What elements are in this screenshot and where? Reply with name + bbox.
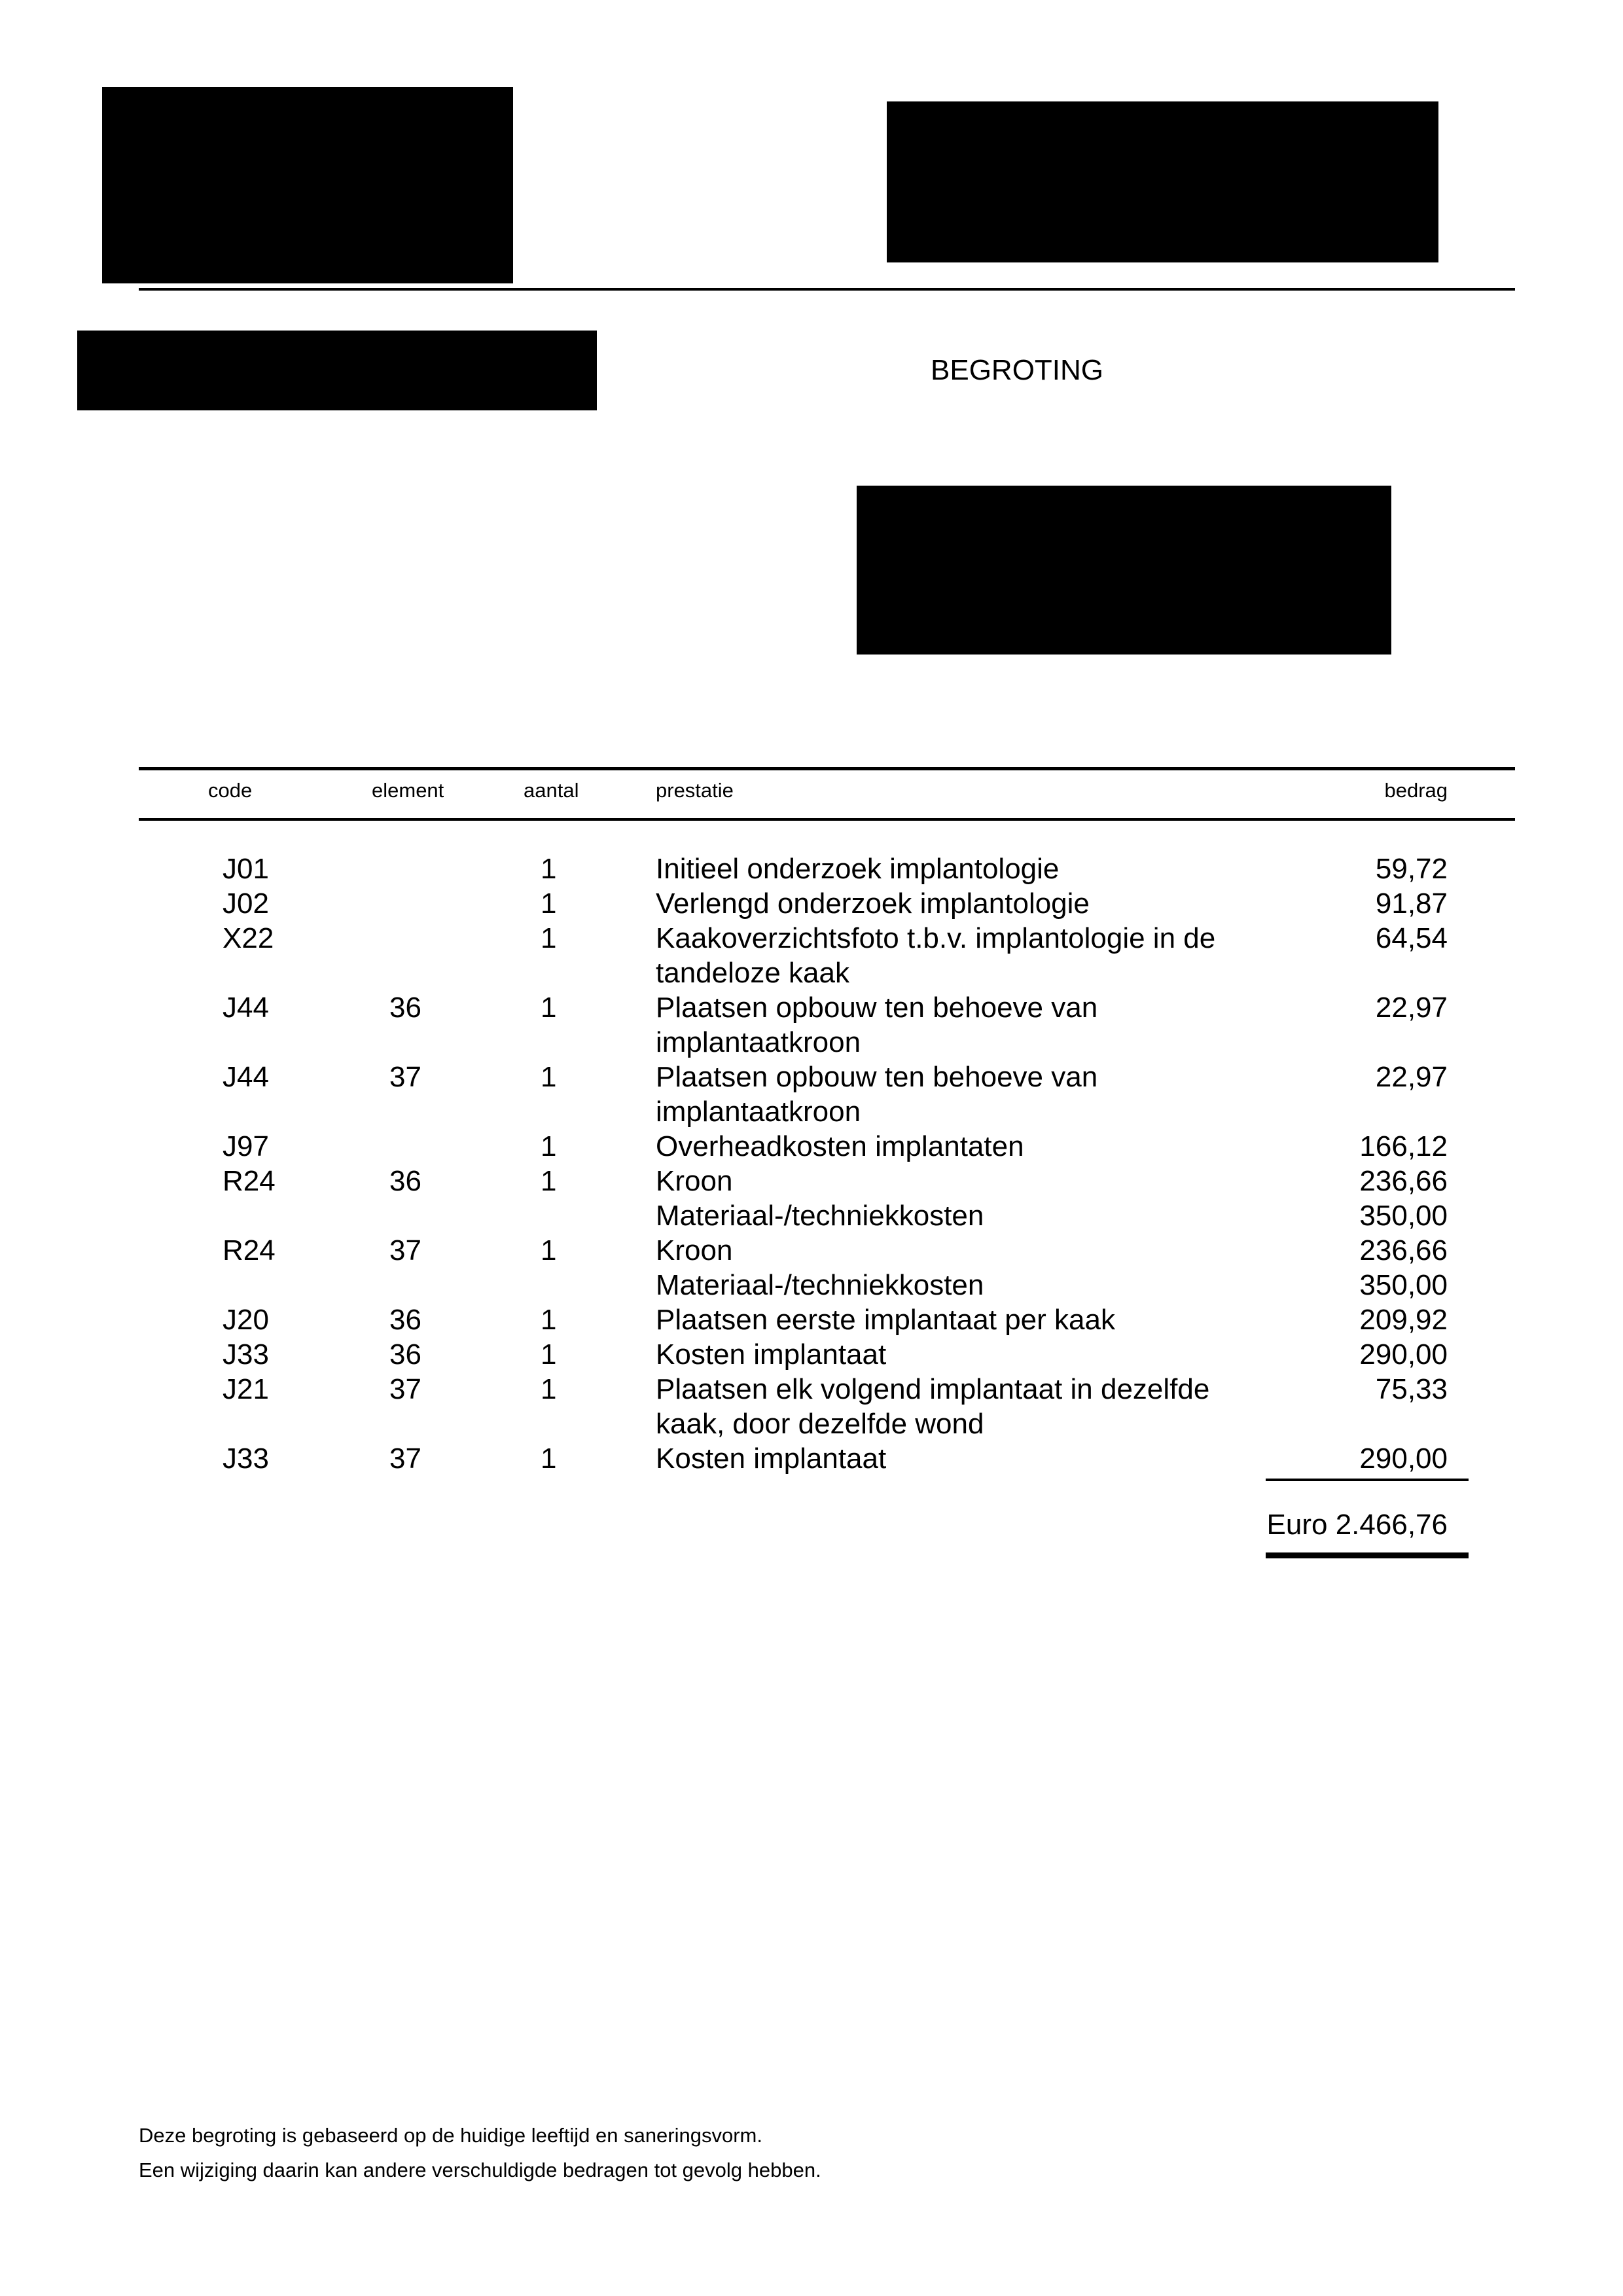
table-row xyxy=(0,1337,1623,1372)
column-header-prestatie: prestatie xyxy=(656,779,734,802)
cell-code: J33 xyxy=(223,1443,269,1475)
document-title: BEGROTING xyxy=(931,354,1104,386)
cell-aantal: 1 xyxy=(541,1165,557,1197)
cell-code: J97 xyxy=(223,1130,269,1162)
cell-bedrag: 91,87 xyxy=(1375,888,1448,920)
cell-aantal: 1 xyxy=(541,1373,557,1405)
cell-bedrag: 290,00 xyxy=(1359,1338,1448,1371)
cell-aantal: 1 xyxy=(541,992,557,1024)
cell-bedrag: 166,12 xyxy=(1359,1130,1448,1162)
table-row xyxy=(0,1198,1623,1233)
table-top-rule xyxy=(139,767,1515,770)
table-row xyxy=(0,1129,1623,1164)
table-row xyxy=(0,1441,1623,1476)
cell-prestatie: Overheadkosten implantaten xyxy=(656,1130,1024,1162)
cell-aantal: 1 xyxy=(541,922,557,954)
cell-aantal: 1 xyxy=(541,888,557,920)
cell-bedrag: 22,97 xyxy=(1375,992,1448,1024)
cell-aantal: 1 xyxy=(541,1234,557,1266)
cell-prestatie: Verlengd onderzoek implantologie xyxy=(656,888,1090,920)
cell-prestatie: Kroon xyxy=(656,1234,733,1266)
cell-aantal: 1 xyxy=(541,1443,557,1475)
cell-bedrag: 75,33 xyxy=(1375,1373,1448,1405)
cell-prestatie: Plaatsen opbouw ten behoeve van implantaatkroon xyxy=(656,992,1098,1058)
cell-bedrag: 209,92 xyxy=(1359,1304,1448,1336)
column-header-code: code xyxy=(208,779,253,802)
table-row xyxy=(0,1060,1623,1129)
cell-code: X22 xyxy=(223,922,274,954)
cell-element: 36 xyxy=(389,1165,421,1197)
table-row xyxy=(0,921,1623,990)
cell-prestatie: Initieel onderzoek implantologie xyxy=(656,853,1060,885)
cell-code: R24 xyxy=(223,1165,276,1197)
table-row xyxy=(0,1233,1623,1268)
cell-element: 37 xyxy=(389,1234,421,1266)
cell-aantal: 1 xyxy=(541,1061,557,1093)
total-amount: Euro 2.466,76 xyxy=(1266,1509,1448,1541)
cell-prestatie: Kosten implantaat xyxy=(656,1443,887,1475)
column-header-aantal: aantal xyxy=(524,779,579,802)
table-row xyxy=(0,886,1623,921)
cell-aantal: 1 xyxy=(541,1338,557,1371)
cell-code: J33 xyxy=(223,1338,269,1371)
cell-bedrag: 236,66 xyxy=(1359,1234,1448,1266)
cell-element: 36 xyxy=(389,1304,421,1336)
table-row xyxy=(0,990,1623,1060)
cell-element: 37 xyxy=(389,1061,421,1093)
cell-code: J44 xyxy=(223,1061,269,1093)
table-row xyxy=(0,1268,1623,1302)
cell-bedrag: 64,54 xyxy=(1375,922,1448,954)
cell-bedrag: 290,00 xyxy=(1359,1443,1448,1475)
cell-prestatie: Kroon xyxy=(656,1165,733,1197)
cell-bedrag: 350,00 xyxy=(1359,1269,1448,1301)
table-header-bottom-rule xyxy=(139,818,1515,821)
table-row xyxy=(0,1164,1623,1198)
table-row xyxy=(0,1302,1623,1337)
cell-aantal: 1 xyxy=(541,853,557,885)
cell-element: 37 xyxy=(389,1373,421,1405)
cell-prestatie: Materiaal-/techniekkosten xyxy=(656,1269,984,1301)
cell-bedrag: 236,66 xyxy=(1359,1165,1448,1197)
cell-prestatie: Plaatsen opbouw ten behoeve van implantaatkroon xyxy=(656,1061,1098,1128)
header-divider xyxy=(139,288,1515,291)
line-items xyxy=(0,852,1623,1476)
cell-element: 37 xyxy=(389,1443,421,1475)
redacted-block-recipient xyxy=(857,486,1391,655)
cell-bedrag: 59,72 xyxy=(1375,853,1448,885)
cell-code: J20 xyxy=(223,1304,269,1336)
table-row xyxy=(0,852,1623,886)
cell-element: 36 xyxy=(389,992,421,1024)
redacted-block-top-left xyxy=(102,87,513,283)
redacted-block-top-right xyxy=(887,101,1438,262)
total-underline xyxy=(1266,1552,1469,1558)
cell-bedrag: 350,00 xyxy=(1359,1200,1448,1232)
cell-bedrag: 22,97 xyxy=(1375,1061,1448,1093)
cell-prestatie: Plaatsen eerste implantaat per kaak xyxy=(656,1304,1115,1336)
cell-code: J02 xyxy=(223,888,269,920)
cell-code: J01 xyxy=(223,853,269,885)
cell-prestatie: Plaatsen elk volgend implantaat in dezelfde kaak, door dezelfde wond xyxy=(656,1373,1210,1440)
cell-aantal: 1 xyxy=(541,1130,557,1162)
subtotal-rule xyxy=(1266,1479,1469,1481)
column-header-bedrag: bedrag xyxy=(1384,779,1448,802)
column-header-element: element xyxy=(372,779,444,802)
cell-element: 36 xyxy=(389,1338,421,1371)
table-row xyxy=(0,1372,1623,1441)
footer-note-line-1: Deze begroting is gebaseerd op de huidige leeftijd en saneringsvorm. xyxy=(139,2124,762,2147)
cell-code: R24 xyxy=(223,1234,276,1266)
footer-note-line-2: Een wijziging daarin kan andere verschuldigde bedragen tot gevolg hebben. xyxy=(139,2159,821,2181)
cell-prestatie: Kaakoverzichtsfoto t.b.v. implantologie in de tandeloze kaak xyxy=(656,922,1216,989)
cell-prestatie: Kosten implantaat xyxy=(656,1338,887,1371)
cell-aantal: 1 xyxy=(541,1304,557,1336)
cell-prestatie: Materiaal-/techniekkosten xyxy=(656,1200,984,1232)
cell-code: J44 xyxy=(223,992,269,1024)
redacted-block-address xyxy=(77,331,597,410)
cell-code: J21 xyxy=(223,1373,269,1405)
